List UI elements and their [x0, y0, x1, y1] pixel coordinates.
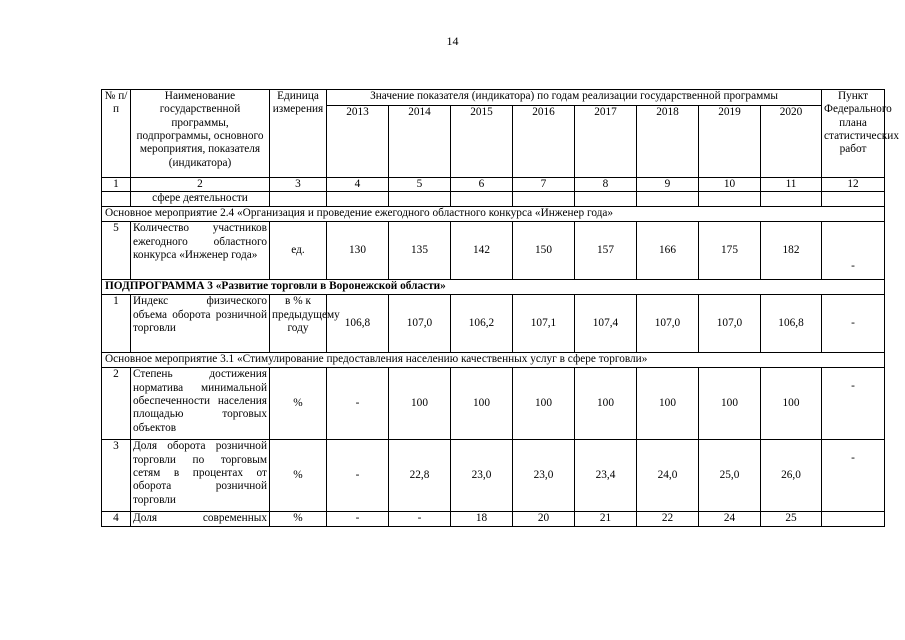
column-numbers-row — [102, 178, 885, 192]
indicator-unit: % — [270, 368, 327, 440]
row-number: 4 — [102, 512, 131, 526]
value-cell: 26,0 — [761, 440, 822, 512]
header-year: 2019 — [699, 106, 761, 178]
value-cell: 23,0 — [451, 440, 513, 512]
column-number: 5 — [389, 178, 451, 192]
value-cell: 23,0 — [513, 440, 575, 512]
header-year: 2015 — [451, 106, 513, 178]
column-number: 2 — [131, 178, 270, 192]
indicator-name: сфере деятельности — [131, 192, 270, 207]
indicator-name: Индекс физического объема оборота розничной торговли — [131, 295, 270, 353]
event-title: Основное мероприятие 3.1 «Стимулирование предоставления населению качественных услуг в сфере торговли» — [102, 353, 885, 368]
value-cell: 106,8 — [327, 295, 389, 353]
header-year: 2017 — [575, 106, 637, 178]
section-row — [102, 280, 885, 295]
value-cell: 107,0 — [699, 295, 761, 353]
value-cell: 20 — [513, 512, 575, 526]
header-unit: Единица измерения — [270, 90, 327, 178]
row-number: 3 — [102, 440, 131, 512]
value-cell: 100 — [761, 368, 822, 440]
column-number: 9 — [637, 178, 699, 192]
value-cell: 22,8 — [389, 440, 451, 512]
indicators-table — [101, 89, 899, 527]
value-cell: 157 — [575, 222, 637, 280]
value-cell: 107,0 — [637, 295, 699, 353]
table-row — [102, 192, 885, 207]
value-cell: 150 — [513, 222, 575, 280]
row-number: 5 — [102, 222, 131, 280]
value-cell: 18 — [451, 512, 513, 526]
row-number: 2 — [102, 368, 131, 440]
plan-cell: - — [822, 440, 885, 512]
column-number: 7 — [513, 178, 575, 192]
value-cell: - — [389, 512, 451, 526]
table-row — [102, 512, 885, 526]
indicator-unit: ед. — [270, 222, 327, 280]
header-year: 2018 — [637, 106, 699, 178]
indicator-unit: % — [270, 512, 327, 526]
value-cell: 25,0 — [699, 440, 761, 512]
column-number: 8 — [575, 178, 637, 192]
table-row — [102, 368, 885, 440]
value-cell: 24,0 — [637, 440, 699, 512]
column-number: 11 — [761, 178, 822, 192]
value-cell: 182 — [761, 222, 822, 280]
value-cell: 100 — [637, 368, 699, 440]
indicator-name: Степень достижения норматива минимальной обеспеченности населения площадью торговых объектов — [131, 368, 270, 440]
value-cell: 100 — [575, 368, 637, 440]
indicator-unit: в % к предыдущему году — [270, 295, 327, 353]
value-cell: 130 — [327, 222, 389, 280]
column-number: 12 — [822, 178, 885, 192]
value-cell: 107,4 — [575, 295, 637, 353]
subprogram-title: ПОДПРОГРАММА 3 «Развитие торговли в Воронежской области» — [102, 280, 885, 295]
row-number: 1 — [102, 295, 131, 353]
value-cell: 22 — [637, 512, 699, 526]
value-cell: 175 — [699, 222, 761, 280]
value-cell: 106,8 — [761, 295, 822, 353]
value-cell: 100 — [451, 368, 513, 440]
indicator-name: Доля оборота розничной торговли по торговым сетям в процентах от оборота розничной торговли — [131, 440, 270, 512]
section-row — [102, 207, 885, 222]
value-cell: 100 — [699, 368, 761, 440]
value-cell: 23,4 — [575, 440, 637, 512]
table-row — [102, 440, 885, 512]
column-number: 3 — [270, 178, 327, 192]
column-number: 6 — [451, 178, 513, 192]
value-cell: 106,2 — [451, 295, 513, 353]
header-values-title: Значение показателя (индикатора) по годам реализации государственной программы — [327, 90, 822, 106]
header-no: № п/п — [102, 90, 131, 178]
value-cell: 100 — [389, 368, 451, 440]
header-year: 2014 — [389, 106, 451, 178]
plan-cell: - — [822, 222, 885, 280]
event-title: Основное мероприятие 2.4 «Организация и проведение ежегодного областного конкурса «Инженер года» — [102, 207, 885, 222]
header-year: 2013 — [327, 106, 389, 178]
indicator-name: Доля современных — [131, 512, 270, 526]
indicator-unit: % — [270, 440, 327, 512]
plan-cell — [822, 512, 885, 526]
table-row — [102, 295, 885, 353]
header-name: Наименование государственной программы, подпрограммы, основного мероприятия, показателя (индикатора) — [131, 90, 270, 178]
indicator-name: Количество участников ежегодного областного конкурса «Инженер года» — [131, 222, 270, 280]
value-cell: 25 — [761, 512, 822, 526]
value-cell: 100 — [513, 368, 575, 440]
value-cell: 135 — [389, 222, 451, 280]
value-cell: 107,0 — [389, 295, 451, 353]
header-year: 2020 — [761, 106, 822, 178]
header-year: 2016 — [513, 106, 575, 178]
value-cell: 107,1 — [513, 295, 575, 353]
value-cell: 166 — [637, 222, 699, 280]
table-row — [102, 222, 885, 280]
value-cell: 24 — [699, 512, 761, 526]
column-number: 4 — [327, 178, 389, 192]
column-number: 1 — [102, 178, 131, 192]
column-number: 10 — [699, 178, 761, 192]
value-cell: 142 — [451, 222, 513, 280]
value-cell: - — [327, 368, 389, 440]
value-cell: 21 — [575, 512, 637, 526]
value-cell: - — [327, 512, 389, 526]
header-plan: Пункт Федерального плана статистических работ — [822, 90, 885, 178]
header-row — [102, 90, 885, 106]
plan-cell: - — [822, 295, 885, 353]
page-number: 14 — [446, 34, 459, 48]
plan-cell: - — [822, 368, 885, 440]
section-row — [102, 353, 885, 368]
value-cell: - — [327, 440, 389, 512]
